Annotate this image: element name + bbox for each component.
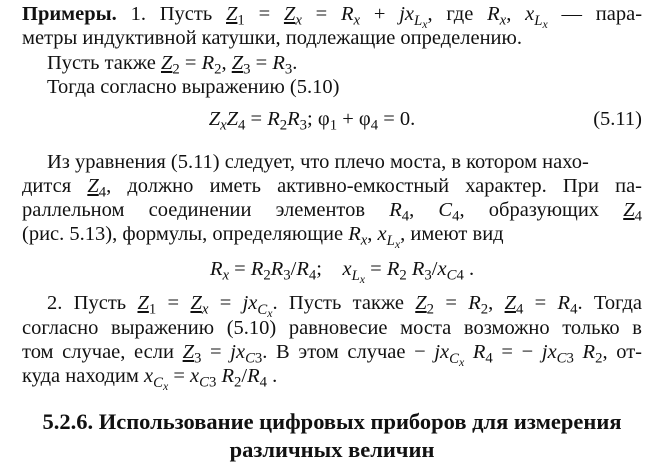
formula-rx: $R_x = R_2R_3/R_4$; $x_{L_x} = R_2$ $R_3/x_{C4}$ . — [209, 258, 475, 286]
example1-line3: Пусть также $Z_2 = R_2$, $Z_3 = R_3$. — [47, 52, 298, 78]
equation-number: (5.11) — [593, 108, 642, 130]
example2-line1: 2. Пусть $Z_1 = Z_x = jx_{C_x}$. Пусть также $Z_2 = R_2$, $Z_4 = R_4$. Тогда — [47, 292, 643, 320]
examples-label: Примеры. — [22, 3, 117, 25]
equation-5-11: $Z_xZ_4 = R_2R_3$; $\varphi_1 + \varphi_4 = 0$. (5.11) — [208, 108, 642, 134]
para2-line2: дится $Z_4$, должно иметь активно-емкостный характер. При па- — [22, 175, 642, 201]
example1-line2: метры индуктивной катушки, подлежащие определению. — [22, 27, 522, 49]
para2-line3: раллельном соединении элементов $R_4$, $C_4$, образующих $Z_4$ — [22, 199, 642, 225]
example2-line3: том случае, если $Z_3 = jx_{C3}$. В этом случае − $jx_{C_x}$ $R_4$ = − $jx_{C3}$ $R_2$, от- — [22, 341, 642, 369]
example1-line1: Примеры. 1. Пусть $Z_1 = Z_x = R_x + jx_{L_x}$, где $R_x$, $x_{L_x}$ — пара- — [22, 3, 643, 31]
example1-line4: Тогда согласно выражению (5.10) — [47, 76, 340, 98]
example2-line4: куда находим $x_{C_x} = x_{C3}$ $R_2/R_4$ . — [22, 365, 278, 393]
para2-line4: (рис. 5.13), формулы, определяющие $R_x$, $x_{L_x}$, имеют вид — [22, 223, 504, 251]
section-heading-line2: различных величин — [229, 437, 435, 462]
example2-line2: согласно выражению (5.10) равновесие моста возможно только в — [22, 317, 642, 339]
para2-line1: Из уравнения (5.11) следует, что плечо моста, в котором нахо- — [47, 151, 589, 173]
section-heading-line1: 5.2.6. Использование цифровых приборов для измерения — [42, 409, 622, 434]
